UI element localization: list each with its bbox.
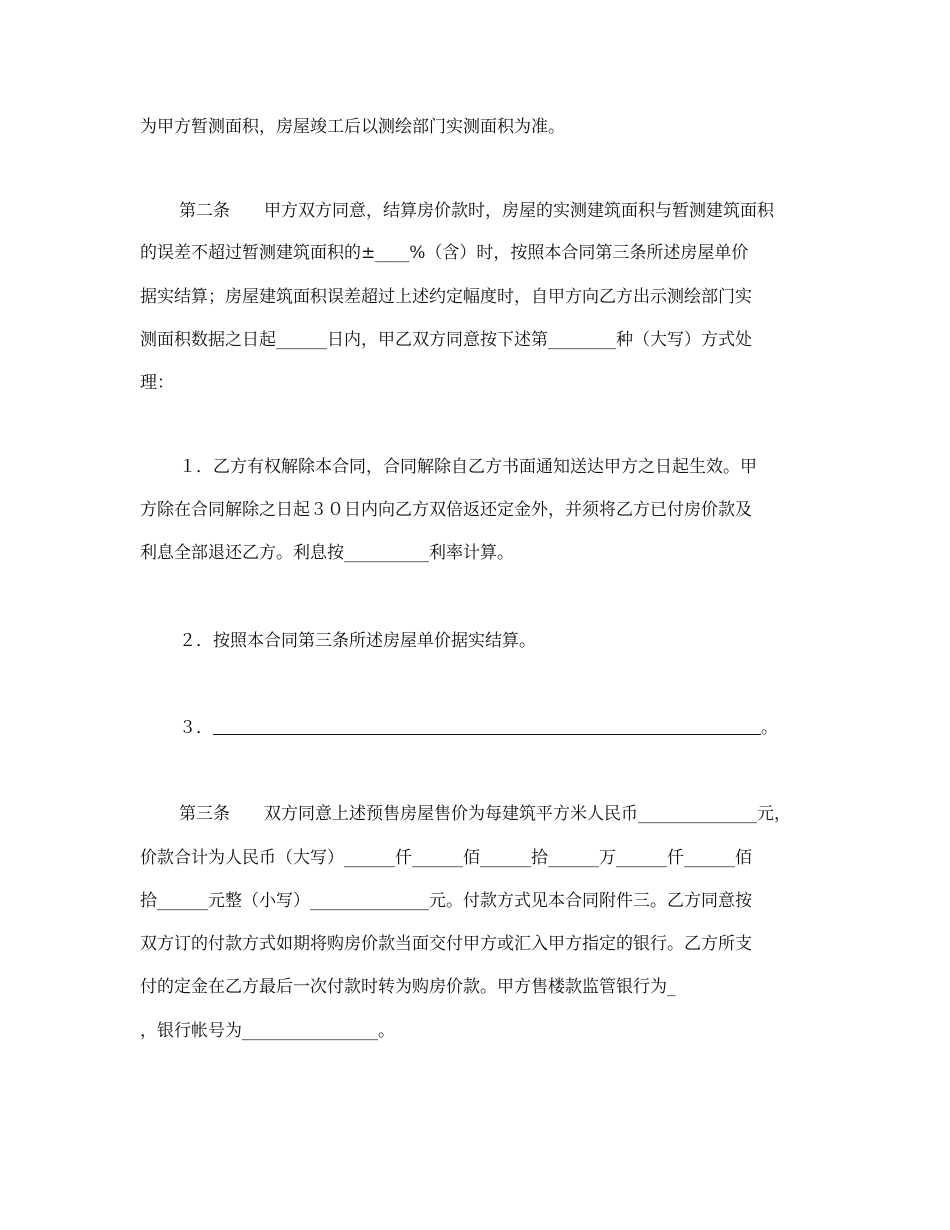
article-2-text: 甲方双方同意，结算房价款时，房屋的实测建筑面积与暂测建筑面积 <box>264 201 774 221</box>
fill-in-blank <box>213 717 761 735</box>
article-3-text: 双方同意上述预售房屋售价为每建筑平方米人民币______________元， <box>264 804 791 824</box>
article-2-label: 第二条 <box>179 201 230 221</box>
article-2-heading-line <box>179 201 774 221</box>
paragraph-line: 据实结算；房屋建筑面积误差超过上述约定幅度时，自甲方向乙方出示测绘部门实 <box>140 287 752 307</box>
paragraph-line: 利息全部退还乙方。利息按__________利率计算。 <box>140 543 514 563</box>
option-3-number: ３． <box>179 718 213 738</box>
article-3-heading-line <box>179 804 791 824</box>
article-3-label: 第三条 <box>179 804 230 824</box>
paragraph-line: 付的定金在乙方最后一次付款时转为购房价款。甲方售楼款监管银行为_ <box>140 977 676 997</box>
option-3-line <box>179 717 778 738</box>
paragraph-line: ，银行帐号为________________。 <box>140 1021 395 1041</box>
paragraph-line: 为甲方暂测面积，房屋竣工后以测绘部门实测面积为准。 <box>140 117 565 137</box>
paragraph-line: 价款合计为人民币（大写）______仟______佰______拾______万______仟______佰 <box>140 848 752 868</box>
paragraph-line: １．乙方有权解除本合同，合同解除自乙方书面通知送达甲方之日起生效。甲 <box>179 457 757 477</box>
option-3-end: 。 <box>761 718 778 738</box>
paragraph-line: 拾______元整（小写）______________元。付款方式见本合同附件三。乙方同意按 <box>140 891 752 911</box>
paragraph-line: 方除在合同解除之日起３０日内向乙方双倍返还定金外，并须将乙方已付房价款及 <box>140 500 752 520</box>
paragraph-line: 测面积数据之日起______日内，甲乙双方同意按下述第________种（大写）方式处 <box>140 330 752 350</box>
paragraph-line: 理： <box>140 373 174 393</box>
paragraph-line: 的误差不超过暂测建筑面积的±____%（含）时，按照本合同第三条所述房屋单价 <box>140 243 749 263</box>
paragraph-line: ２．按照本合同第三条所述房屋单价据实结算。 <box>179 631 536 651</box>
paragraph-line: 双方订的付款方式如期将购房价款当面交付甲方或汇入甲方指定的银行。乙方所支 <box>140 934 752 954</box>
